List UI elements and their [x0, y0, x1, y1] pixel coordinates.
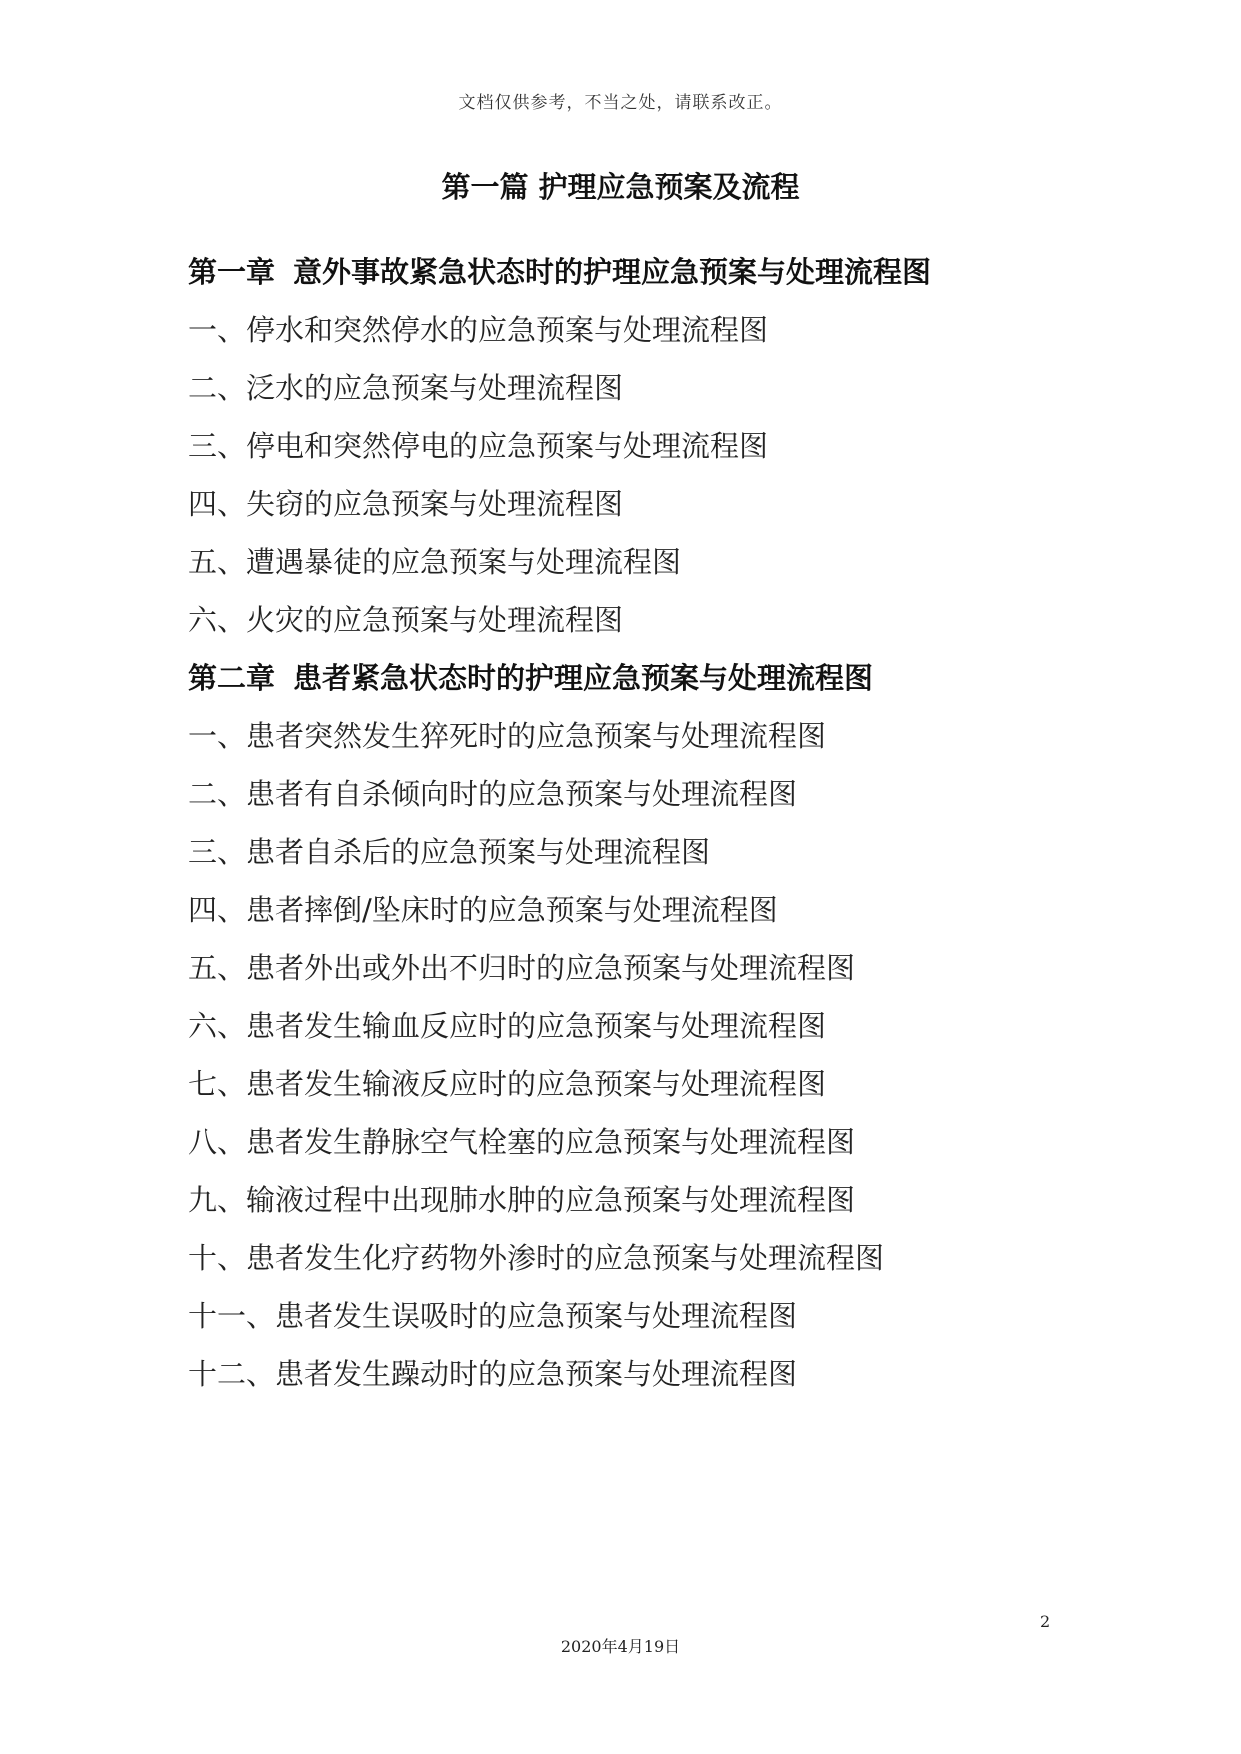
- toc-item: 十一、患者发生误吸时的应急预案与处理流程图: [188, 1299, 798, 1333]
- chapter-heading: [188, 250, 931, 291]
- toc-item: 七、患者发生输液反应时的应急预案与处理流程图: [188, 1067, 827, 1101]
- toc-item: 三、患者自杀后的应急预案与处理流程图: [188, 835, 711, 869]
- chapter-heading: [188, 656, 873, 697]
- toc-item: 三、停电和突然停电的应急预案与处理流程图: [188, 429, 769, 463]
- toc-item: 五、遭遇暴徒的应急预案与处理流程图: [188, 545, 682, 579]
- toc-item: 二、泛水的应急预案与处理流程图: [188, 371, 624, 405]
- toc-item: 一、患者突然发生猝死时的应急预案与处理流程图: [188, 719, 827, 753]
- chapter-number: 第二章: [188, 661, 276, 695]
- part-title: 第一篇 护理应急预案及流程: [441, 170, 800, 204]
- toc-item: 一、停水和突然停水的应急预案与处理流程图: [188, 313, 769, 347]
- toc-item: 十、患者发生化疗药物外渗时的应急预案与处理流程图: [188, 1241, 885, 1275]
- toc-item: 九、输液过程中出现肺水肿的应急预案与处理流程图: [188, 1183, 856, 1217]
- toc-item: 四、患者摔倒/坠床时的应急预案与处理流程图: [188, 893, 778, 927]
- chapter-title: 意外事故紧急状态时的护理应急预案与处理流程图: [293, 255, 932, 289]
- toc-item: 六、患者发生输血反应时的应急预案与处理流程图: [188, 1009, 827, 1043]
- chapter-number: 第一章: [188, 255, 276, 289]
- toc-item: 二、患者有自杀倾向时的应急预案与处理流程图: [188, 777, 798, 811]
- page-number: 2: [1040, 1612, 1051, 1631]
- chapter-title: 患者紧急状态时的护理应急预案与处理流程图: [293, 661, 874, 695]
- toc-item: 八、患者发生静脉空气栓塞的应急预案与处理流程图: [188, 1125, 856, 1159]
- toc-item: 四、失窃的应急预案与处理流程图: [188, 487, 624, 521]
- toc-item: 十二、患者发生躁动时的应急预案与处理流程图: [188, 1357, 798, 1391]
- toc-item: 五、患者外出或外出不归时的应急预案与处理流程图: [188, 951, 856, 985]
- footer-date: 2020年4月19日: [560, 1637, 681, 1656]
- toc-item: 六、火灾的应急预案与处理流程图: [188, 603, 624, 637]
- header-note: 文档仅供参考，不当之处，请联系改正。: [458, 93, 783, 113]
